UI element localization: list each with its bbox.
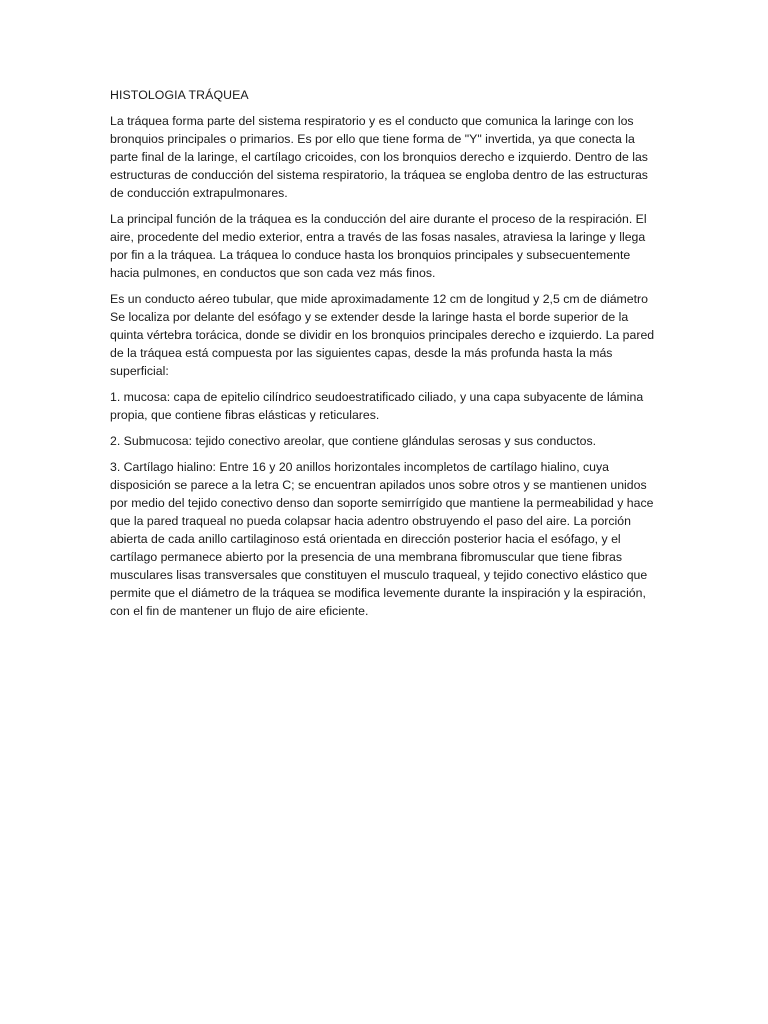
paragraph-layer-cartilage: 3. Cartílago hialino: Entre 16 y 20 anillos horizontales incompletos de cartílago hialino, cuya disposición se parece a la letra C; se encuentran apilados unos sobre otros y se mantienen unidos por medio del tejido conectivo denso dan soporte semirrígido que mantiene la permeabilidad y hace que la pared traqueal no pueda colapsar hacia adentro obstruyendo el paso del aire. La porción abierta de cada anillo cartilaginoso está orientada en dirección posterior hacia el esófago, y el cartílago permanece abierto por la presencia de una membrana fibromuscular que tiene fibras musculares lisas transversales que constituyen el musculo traqueal, y tejido conectivo elástico que permite que el diámetro de la tráquea se modifica levemente durante la inspiración y la espiración, con el fin de mantener un flujo de aire eficiente.: [110, 460, 654, 618]
document-title: HISTOLOGIA TRÁQUEA: [110, 88, 249, 102]
paragraph-function: La principal función de la tráquea es la conducción del aire durante el proceso de la respiración. El aire, procedente del medio exterior, entra a través de las fosas nasales, atraviesa la laringe y llega por fin a la tráquea. La tráquea lo conduce hasta los bronquios principales y subsecuentemente hacia pulmones, en conductos que son cada vez más finos.: [110, 212, 647, 280]
paragraph-intro: La tráquea forma parte del sistema respiratorio y es el conducto que comunica la laringe con los bronquios principales o primarios. Es por ello que tiene forma de "Y" invertida, ya que conecta la parte final de la laringe, el cartílago cricoides, con los bronquios derecho e izquierdo. Dentro de las estructuras de conducción del sistema respiratorio, la tráquea se engloba dentro de las estructuras de conducción extrapulmonares.: [110, 114, 648, 200]
paragraph-description: Es un conducto aéreo tubular, que mide aproximadamente 12 cm de longitud y 2,5 cm de diámetro Se localiza por delante del esófago y se extender desde la laringe hasta el borde superior de la quinta vértebra torácica, donde se dividir en los bronquios principales derecho e izquierdo. La pared de la tráquea está compuesta por las siguientes capas, desde la más profunda hasta la más superficial:: [110, 292, 655, 378]
paragraph-layer-mucosa: 1. mucosa: capa de epitelio cilíndrico seudoestratificado ciliado, y una capa subyacente de lámina propia, que contiene fibras elásticas y reticulares.: [110, 390, 644, 422]
document-body: [110, 86, 662, 628]
paragraph-layer-submucosa: 2. Submucosa: tejido conectivo areolar, que contiene glándulas serosas y sus conductos.: [110, 434, 597, 448]
